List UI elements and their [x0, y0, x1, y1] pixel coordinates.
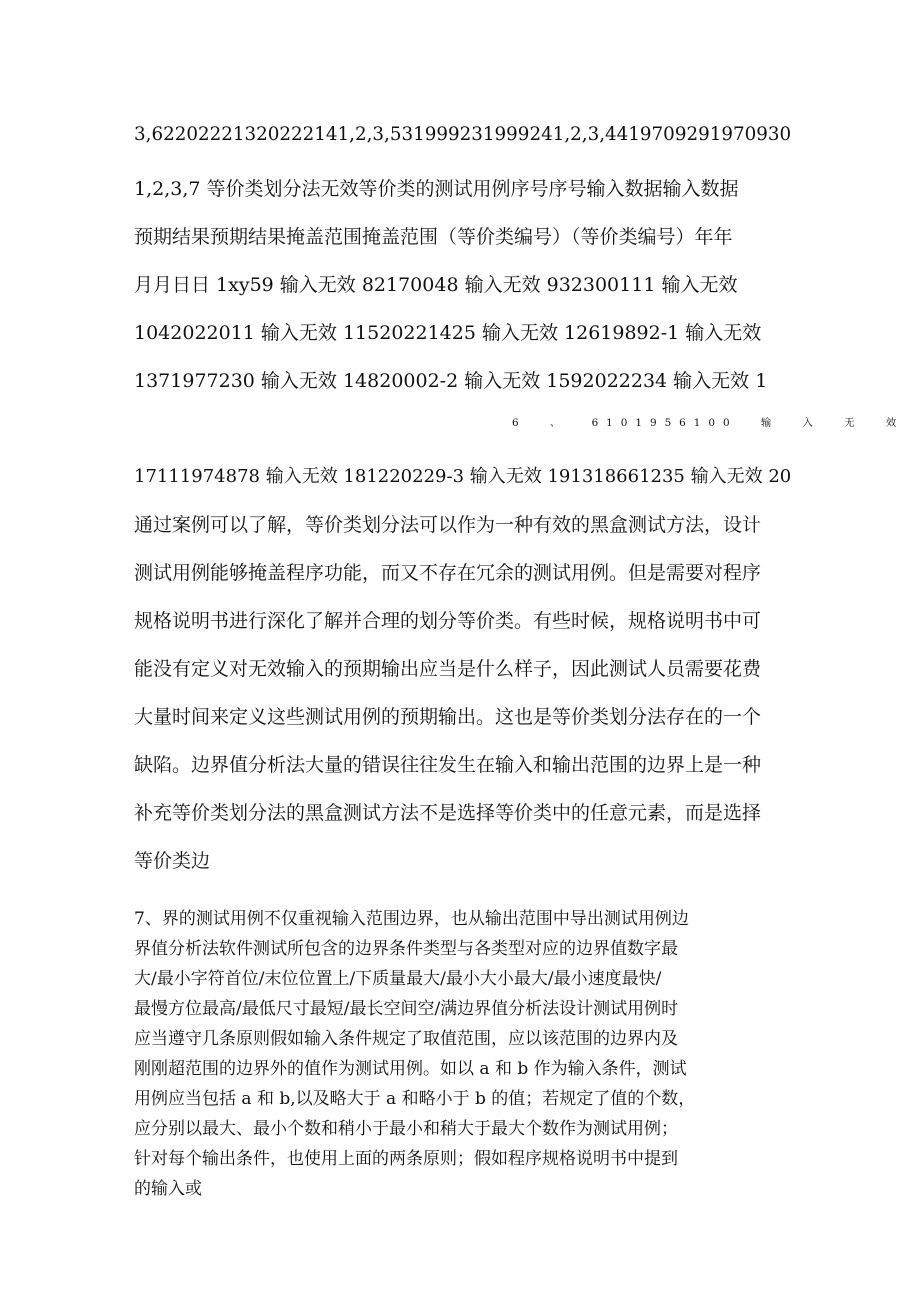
text-line: 17111974878 输入无效 181220229-3 输入无效 191318661235 输入无效 20 [134, 466, 792, 487]
text-line: 补充等价类划分法的黑盒测试方法不是选择等价类中的任意元素，而是选择 [134, 802, 762, 824]
text-line: 大量时间来定义这些测试用例的预期输出。这也是等价类划分法存在的一个 [134, 706, 762, 728]
text-line: 针对每个输出条件，也使用上面的两条原则；假如程序规格说明书中提到 [134, 1149, 678, 1169]
text-line: 缺陷。边界值分析法大量的错误往往发生在输入和输出范围的边界上是一种 [134, 754, 762, 776]
text-line: 大/最小字符首位/末位位置上/下质量最大/最小大小最大/最小速度最快/ [134, 969, 662, 989]
text-line: 刚刚超范围的边界外的值作为测试用例。如以 a 和 b 作为输入条件，测试 [134, 1059, 687, 1079]
text-line: 1371977230 输入无效 14820002-2 输入无效 1592022234 输入无效 1 [134, 370, 768, 392]
text-line: 等价类边 [134, 850, 211, 872]
text-line: 测试用例能够掩盖程序功能，而又不存在冗余的测试用例。但是需要对程序 [134, 562, 762, 584]
text-line: 3,62202221320222141,2,3,531999231999241,2,3,4419709291970930 [134, 124, 792, 145]
text-line: 通过案例可以了解，等价类划分法可以作为一种有效的黑盒测试方法，设计 [134, 514, 762, 536]
text-line: 用例应当包括 a 和 b,以及略大于 a 和略小于 b 的值；若规定了值的个数， [134, 1089, 696, 1109]
text-line: 最慢方位最高/最低尺寸最短/最长空间空/满边界值分析法设计测试用例时 [134, 999, 679, 1019]
text-line: 6 、 6101956100 输 入 无 效 [512, 417, 905, 429]
text-line: 7、界的测试用例不仅重视输入范围边界，也从输出范围中导出测试用例边 [134, 909, 689, 929]
text-line: 应分别以最大、最小个数和稍小于最小和稍大于最大个数作为测试用例； [134, 1119, 678, 1139]
text-line: 预期结果预期结果掩盖范围掩盖范围（等价类编号）（等价类编号）年年 [134, 226, 733, 248]
text-line: 能没有定义对无效输入的预期输出应当是什么样子，因此测试人员需要花费 [134, 658, 762, 680]
text-line: 1042022011 输入无效 11520221425 输入无效 12619892-1 输入无效 [134, 322, 762, 344]
text-line: 的输入或 [134, 1179, 202, 1199]
text-line: 1,2,3,7 等价类划分法无效等价类的测试用例序号序号输入数据输入数据 [134, 178, 739, 200]
text-line: 界值分析法软件测试所包含的边界条件类型与各类型对应的边界值数字最 [134, 939, 678, 959]
text-line: 月月日日 1xy59 输入无效 82170048 输入无效 932300111 输入无效 [134, 274, 738, 296]
text-line: 规格说明书进行深化了解并合理的划分等价类。有些时候，规格说明书中可 [134, 610, 762, 632]
text-line: 应当遵守几条原则假如输入条件规定了取值范围，应以该范围的边界内及 [134, 1029, 678, 1049]
